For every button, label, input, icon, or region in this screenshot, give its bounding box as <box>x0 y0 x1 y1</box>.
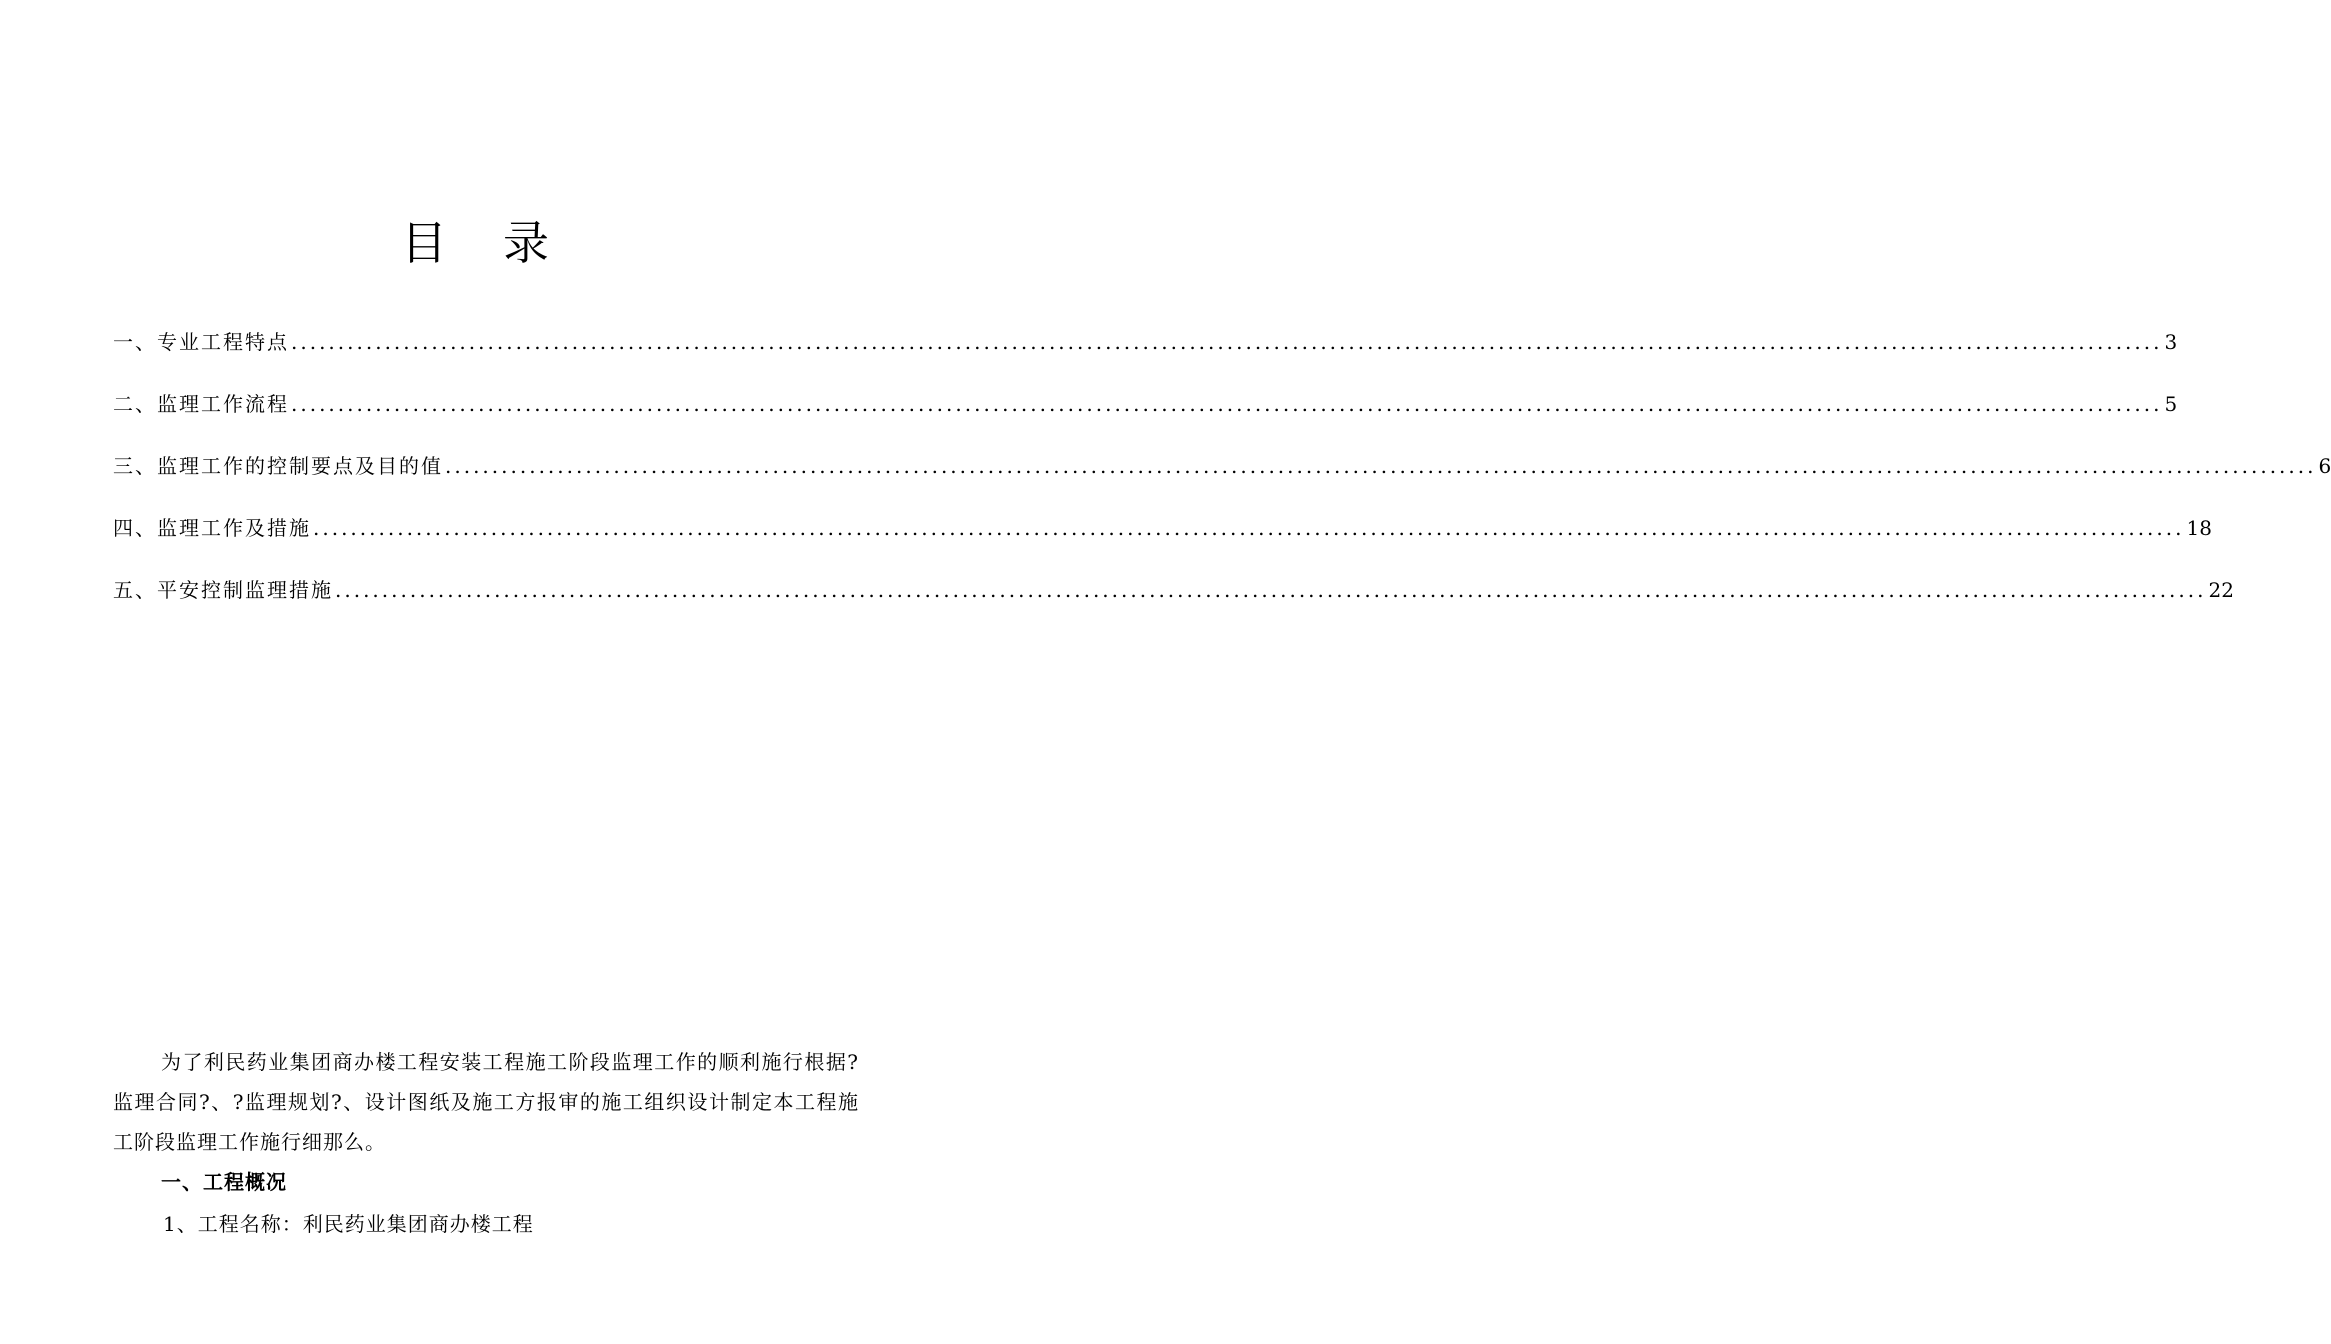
toc-entry-page: 6 <box>2318 454 2331 478</box>
toc-entry-label: 一、专业工程特点 <box>113 330 289 354</box>
toc-leader-dots: ........................................................................................................................................................................................................ <box>335 578 2207 602</box>
toc-leader-dots: ........................................................................................................................................................................................................ <box>313 516 2185 540</box>
toc-entry-label: 四、监理工作及措施 <box>113 516 311 540</box>
toc-entry[interactable] <box>113 446 2331 508</box>
toc-entry-page: 22 <box>2208 578 2234 602</box>
toc-entry-label: 二、监理工作流程 <box>113 392 289 416</box>
toc-entry[interactable] <box>113 322 2178 384</box>
section-heading: 一、工程概况 <box>161 1170 287 1194</box>
table-of-contents <box>113 322 2331 632</box>
toc-entry-page: 5 <box>2164 392 2178 416</box>
toc-entry-label: 三、监理工作的控制要点及目的值 <box>113 454 443 478</box>
body-text <box>113 1042 859 1246</box>
toc-leader-dots: ........................................................................................................................................................................................................ <box>291 392 2163 416</box>
toc-entry-page: 3 <box>2164 330 2178 354</box>
toc-entry-page: 18 <box>2186 516 2212 540</box>
project-name-line: 1、工程名称：利民药业集团商办楼工程 <box>163 1212 534 1236</box>
toc-entry[interactable] <box>113 508 2212 570</box>
intro-paragraph: 为了利民药业集团商办楼工程安装工程施工阶段监理工作的顺利施行根据?监理合同?、?监理规划?、设计图纸及施工方报审的施工组织设计制定本工程施工阶段监理工作施行细那么。 <box>113 1050 859 1154</box>
toc-entry[interactable] <box>113 570 2234 632</box>
toc-entry-label: 五、平安控制监理措施 <box>113 578 333 602</box>
toc-title <box>0 211 950 275</box>
toc-title-char-2: 录 <box>503 215 549 270</box>
toc-leader-dots: ........................................................................................................................................................................................................ <box>445 454 2317 478</box>
toc-title-char-1: 目 <box>401 215 447 270</box>
toc-entry[interactable] <box>113 384 2178 446</box>
toc-leader-dots: ........................................................................................................................................................................................................ <box>291 330 2163 354</box>
